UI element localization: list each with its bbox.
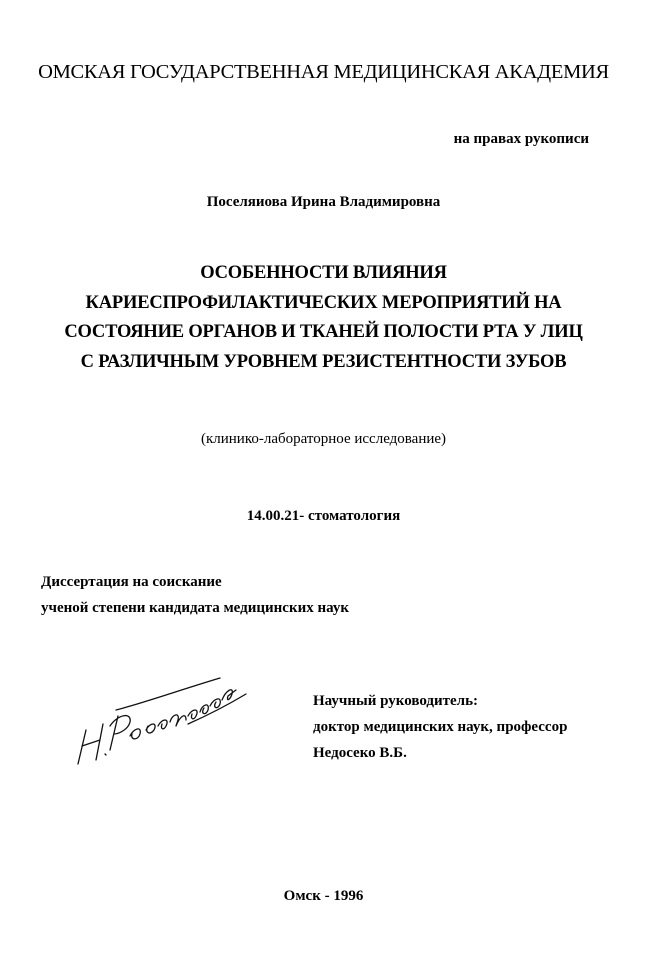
- specialty-code: 14.00.21- стоматология: [246, 508, 401, 524]
- handwritten-signature: [70, 664, 250, 774]
- degree-statement: [41, 569, 349, 621]
- title-line: ОСОБЕННОСТИ ВЛИЯНИЯ: [200, 263, 447, 283]
- manuscript-note: на правах рукописи: [453, 131, 589, 147]
- institution-name: ОМСКАЯ ГОСУДАРСТВЕННАЯ МЕДИЦИНСКАЯ АКАДЕМИЯ: [38, 61, 609, 83]
- city-year: Омск - 1996: [283, 888, 364, 904]
- study-type: (клинико-лабораторное исследование): [200, 431, 447, 447]
- degree-statement-line: ученой степени кандидата медицинских наук: [41, 600, 350, 616]
- supervisor-name: Недосеко В.Б.: [313, 745, 407, 761]
- supervisor-block: [313, 688, 567, 766]
- author-name: Поселяиова Ирина Владимировна: [206, 194, 441, 210]
- title-line: СОСТОЯНИЕ ОРГАНОВ И ТКАНЕЙ ПОЛОСТИ РТА У ЛИЦ: [64, 322, 583, 342]
- supervisor-degree: доктор медицинских наук, профессор: [313, 719, 568, 735]
- supervisor-label: Научный руководитель:: [313, 693, 478, 709]
- title-line: КАРИЕСПРОФИЛАКТИЧЕСКИХ МЕРОПРИЯТИЙ НА: [85, 292, 562, 313]
- degree-statement-line: Диссертация на соискание: [41, 574, 222, 590]
- dissertation-title: [0, 259, 647, 377]
- title-line: С РАЗЛИЧНЫМ УРОВНЕМ РЕЗИСТЕНТНОСТИ ЗУБОВ: [80, 351, 567, 372]
